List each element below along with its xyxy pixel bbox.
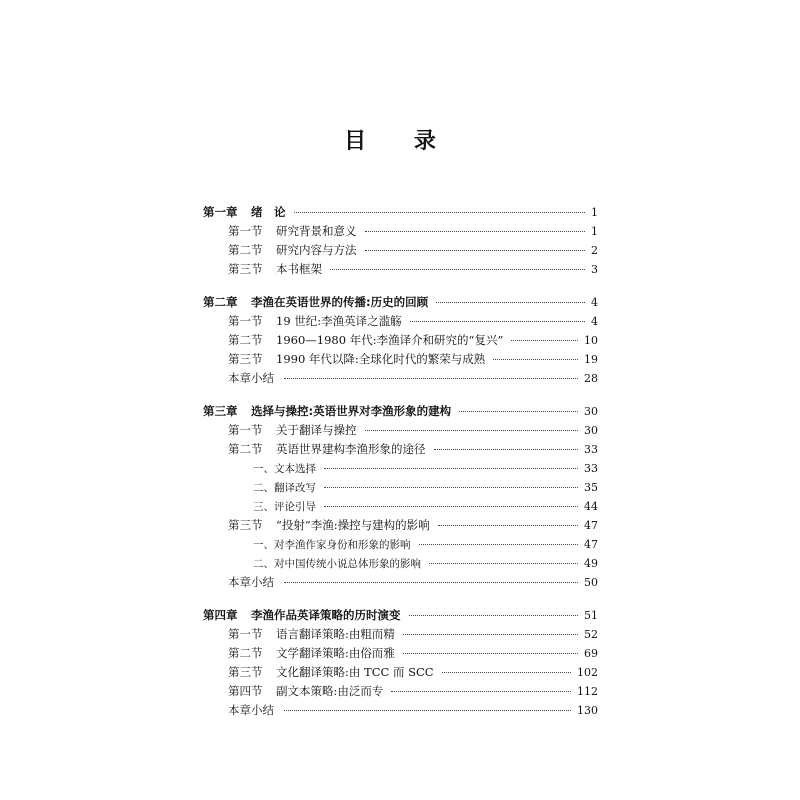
- chapter-block: [203, 293, 598, 388]
- toc-section-entry-title: 文学翻译策略:由俗而雅: [276, 646, 395, 660]
- toc-section-entry-title: 英语世界建构李渔形象的途径: [276, 442, 426, 456]
- toc-subsection-entry-title: 二、对中国传统小说总体形象的影响: [253, 558, 421, 570]
- toc-section-entry-page-number: 3: [591, 263, 598, 276]
- toc-section-entry-label: 第三节: [228, 665, 263, 679]
- toc-section-entry[interactable]: [203, 312, 598, 331]
- toc-chapter-entry-label: 第二章: [203, 295, 238, 309]
- toc-chapter-entry-page-number: 1: [591, 206, 598, 219]
- toc-section-entry[interactable]: [203, 331, 598, 350]
- toc-section-entry-title: 研究背景和意义: [276, 224, 357, 238]
- toc-section-entry-leader-dots: [365, 249, 586, 251]
- toc-section-entry[interactable]: [203, 222, 598, 241]
- toc-section-entry-page-number: 50: [584, 576, 598, 589]
- toc-section-entry-label: 第一节: [228, 627, 263, 641]
- table-of-contents: [203, 203, 598, 734]
- toc-section-entry-title: 关于翻译与操控: [276, 423, 357, 437]
- toc-section-entry[interactable]: [203, 421, 598, 440]
- toc-section-entry-label: 第一节: [228, 314, 263, 328]
- toc-section-entry-leader-dots: [391, 690, 571, 692]
- toc-subsection-entry[interactable]: [203, 535, 598, 554]
- toc-section-entry-leader-dots: [438, 524, 578, 526]
- toc-section-entry-title: 文化翻译策略:由 TCC 而 SCC: [276, 665, 434, 679]
- toc-section-entry-leader-dots: [511, 339, 578, 341]
- toc-subsection-entry-title: 一、文本选择: [253, 463, 316, 475]
- toc-chapter-entry-label: 第一章: [203, 205, 238, 219]
- toc-section-entry-title: “投射”李渔:操控与建构的影响: [276, 518, 430, 532]
- toc-section-entry[interactable]: [203, 573, 598, 592]
- toc-section-entry-leader-dots: [365, 230, 586, 232]
- toc-subsection-entry-page-number: 47: [584, 538, 598, 551]
- toc-section-entry-leader-dots: [284, 377, 578, 379]
- toc-section-entry[interactable]: [203, 663, 598, 682]
- toc-section-entry-label: 第二节: [228, 243, 263, 257]
- toc-chapter-entry-title: 绪 论: [251, 205, 286, 219]
- toc-subsection-entry-title: 三、评论引导: [253, 501, 316, 513]
- toc-section-entry-title: 副文本策略:由泛而专: [276, 684, 384, 698]
- toc-subsection-entry-page-number: 33: [584, 462, 598, 475]
- toc-subsection-entry-page-number: 49: [584, 557, 598, 570]
- toc-chapter-entry-leader-dots: [294, 211, 586, 213]
- toc-section-entry-title: 19 世纪:李渔英译之滥觞: [276, 314, 402, 328]
- chapter-block: [203, 606, 598, 720]
- toc-section-entry[interactable]: [203, 369, 598, 388]
- toc-section-entry-page-number: 47: [584, 519, 598, 532]
- toc-section-entry-label: 第一节: [228, 423, 263, 437]
- toc-section-entry-label: 第三节: [228, 262, 263, 276]
- toc-section-entry-label: 第二节: [228, 646, 263, 660]
- toc-section-entry-label: 本章小结: [228, 371, 274, 385]
- chapter-block: [203, 203, 598, 279]
- toc-chapter-entry-leader-dots: [436, 301, 585, 303]
- toc-section-entry-label: 第三节: [228, 352, 263, 366]
- toc-section-entry[interactable]: [203, 625, 598, 644]
- toc-section-entry-page-number: 28: [584, 372, 598, 385]
- toc-section-entry-page-number: 130: [577, 704, 598, 717]
- toc-subsection-entry-leader-dots: [429, 562, 578, 564]
- toc-section-entry-page-number: 33: [584, 443, 598, 456]
- toc-subsection-entry-leader-dots: [324, 486, 578, 488]
- toc-section-entry[interactable]: [203, 701, 598, 720]
- toc-subsection-entry-leader-dots: [324, 505, 578, 507]
- toc-section-entry[interactable]: [203, 350, 598, 369]
- toc-subsection-entry-leader-dots: [324, 467, 578, 469]
- toc-section-entry[interactable]: [203, 241, 598, 260]
- toc-chapter-entry-page-number: 51: [584, 609, 598, 622]
- toc-section-entry-page-number: 112: [577, 685, 598, 698]
- toc-section-entry-label: 本章小结: [228, 575, 274, 589]
- toc-subsection-entry-title: 二、翻译改写: [253, 482, 316, 494]
- toc-section-entry-page-number: 102: [577, 666, 598, 679]
- toc-section-entry-page-number: 52: [584, 628, 598, 641]
- toc-chapter-entry[interactable]: [203, 203, 598, 222]
- toc-section-entry[interactable]: [203, 260, 598, 279]
- toc-section-entry-leader-dots: [365, 429, 579, 431]
- toc-section-entry-label: 第一节: [228, 224, 263, 238]
- toc-chapter-entry[interactable]: [203, 606, 598, 625]
- toc-chapter-entry-leader-dots: [459, 410, 578, 412]
- toc-section-entry-title: 研究内容与方法: [276, 243, 357, 257]
- toc-chapter-entry-label: 第三章: [203, 404, 238, 418]
- toc-section-entry[interactable]: [203, 516, 598, 535]
- toc-section-entry-page-number: 19: [584, 353, 598, 366]
- toc-chapter-entry-title: 李渔作品英译策略的历时演变: [251, 608, 401, 622]
- toc-section-entry[interactable]: [203, 644, 598, 663]
- toc-section-entry-leader-dots: [434, 448, 579, 450]
- toc-chapter-entry-title: 李渔在英语世界的传播:历史的回顾: [251, 295, 429, 309]
- toc-section-entry-label: 第四节: [228, 684, 263, 698]
- toc-section-entry-page-number: 10: [584, 334, 598, 347]
- toc-section-entry-leader-dots: [284, 709, 571, 711]
- toc-section-entry-leader-dots: [442, 671, 571, 673]
- toc-chapter-entry-page-number: 4: [591, 296, 598, 309]
- toc-chapter-entry-leader-dots: [409, 614, 579, 616]
- chapter-block: [203, 402, 598, 592]
- toc-section-entry-page-number: 1: [591, 225, 598, 238]
- toc-subsection-entry[interactable]: [203, 497, 598, 516]
- toc-subsection-entry-leader-dots: [419, 543, 579, 545]
- toc-section-entry-leader-dots: [493, 358, 578, 360]
- toc-section-entry-page-number: 30: [584, 424, 598, 437]
- toc-section-entry-leader-dots: [330, 268, 585, 270]
- toc-section-entry[interactable]: [203, 682, 598, 701]
- toc-chapter-entry-page-number: 30: [584, 405, 598, 418]
- toc-section-entry-label: 本章小结: [228, 703, 274, 717]
- toc-section-entry-page-number: 2: [591, 244, 598, 257]
- toc-section-entry-title: 1960—1980 年代:李渔译介和研究的“复兴”: [276, 333, 504, 347]
- toc-section-entry-title: 本书框架: [276, 262, 322, 276]
- toc-section-entry-leader-dots: [284, 581, 578, 583]
- toc-chapter-entry-label: 第四章: [203, 608, 238, 622]
- toc-section-entry-leader-dots: [410, 320, 585, 322]
- toc-section-entry-page-number: 69: [584, 647, 598, 660]
- toc-subsection-entry-title: 一、对李渔作家身份和形象的影响: [253, 539, 411, 551]
- toc-chapter-entry[interactable]: [203, 402, 598, 421]
- toc-subsection-entry-page-number: 44: [584, 500, 598, 513]
- toc-section-entry[interactable]: [203, 440, 598, 459]
- toc-section-entry-leader-dots: [403, 652, 578, 654]
- toc-chapter-entry[interactable]: [203, 293, 598, 312]
- toc-section-entry-title: 语言翻译策略:由粗而精: [276, 627, 395, 641]
- toc-subsection-entry-page-number: 35: [584, 481, 598, 494]
- toc-subsection-entry[interactable]: [203, 459, 598, 478]
- toc-section-entry-label: 第二节: [228, 333, 263, 347]
- toc-section-entry-page-number: 4: [591, 315, 598, 328]
- toc-subsection-entry[interactable]: [203, 554, 598, 573]
- toc-section-entry-label: 第二节: [228, 442, 263, 456]
- toc-chapter-entry-title: 选择与操控:英语世界对李渔形象的建构: [251, 404, 452, 418]
- toc-section-entry-label: 第三节: [228, 518, 263, 532]
- toc-section-entry-leader-dots: [403, 633, 578, 635]
- toc-section-entry-title: 1990 年代以降:全球化时代的繁荣与成熟: [276, 352, 486, 366]
- toc-subsection-entry[interactable]: [203, 478, 598, 497]
- page-title: 目 录: [344, 129, 456, 154]
